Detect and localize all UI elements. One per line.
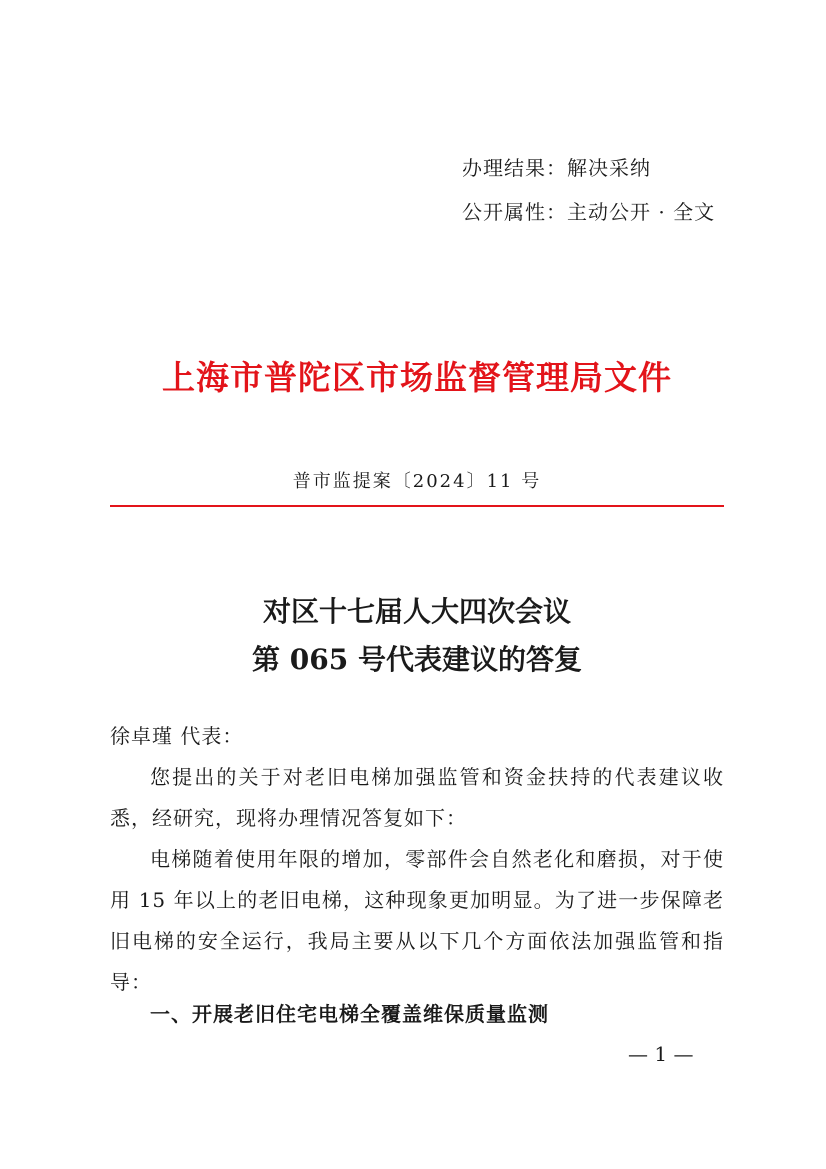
disclosure-attribute: 公开属性：主动公开 · 全文: [462, 200, 716, 224]
page-number: — 1 —: [628, 1042, 694, 1066]
handling-result: 办理结果：解决采纳: [462, 156, 651, 180]
body-paragraph-1: 您提出的关于对老旧电梯加强监管和资金扶持的代表建议收悉，经研究，现将办理情况答复如下：: [110, 765, 724, 830]
document-number: 普市监提案〔2024〕11 号: [292, 471, 542, 492]
issuing-organization-title: 上海市普陀区市场监督管理局文件: [162, 358, 672, 397]
section-heading-1: 一、开展老旧住宅电梯全覆盖维保质量监测: [150, 1002, 549, 1026]
body-paragraph-2: 电梯随着使用年限的增加，零部件会自然老化和磨损，对于使用 15 年以上的老旧电梯，这种现象更加明显。为了进一步保障老旧电梯的安全运行，我局主要从以下几个方面依法加强监管和指导：: [110, 847, 724, 994]
salutation: 徐卓瑾 代表：: [110, 724, 244, 748]
reply-title-line-2: 第 065 号代表建议的答复: [252, 643, 582, 676]
red-divider-line: [110, 505, 724, 507]
reply-title-line-1: 对区十七届人大四次会议: [262, 595, 571, 628]
